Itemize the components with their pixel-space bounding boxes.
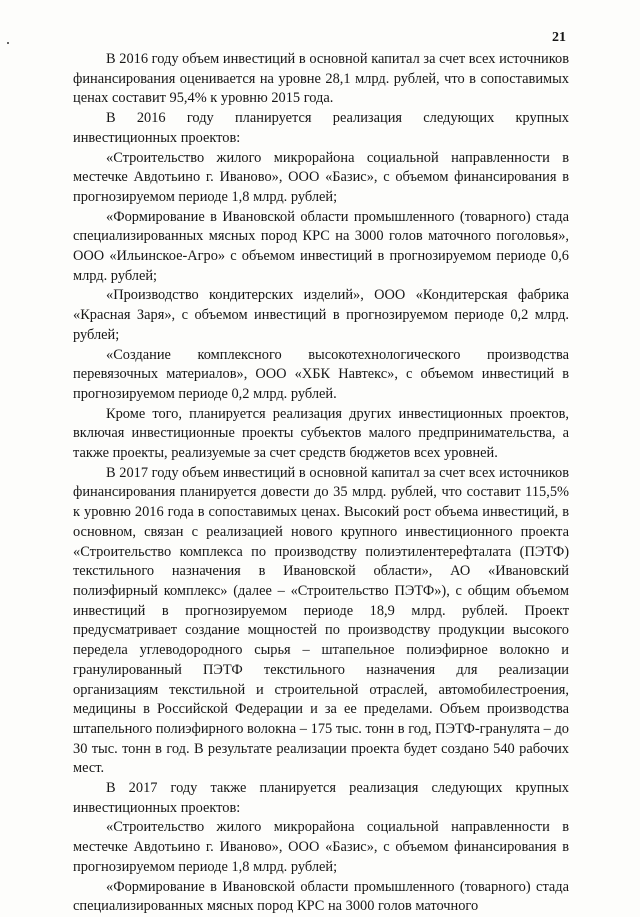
page-number: 21 (552, 30, 566, 45)
paragraph-project-navtex: «Создание комплексного высокотехнологического производства перевязочных материалов», ООО «ХБК Навтекс», с объемом инвестиций в прогнозируемом периоде 0,2 млрд. рублей. (73, 346, 569, 402)
paragraph-project-basis-2016: «Строительство жилого микрорайона социальной направленности в местечке Авдотьино г. Иваново», ООО «Базис», с объемом финансирования в прогнозируемом периоде 1,8 млрд. рублей; (73, 149, 569, 205)
paragraph-project-cattle-2017: «Формирование в Ивановской области промышленного (товарного) стада специализированных мясных пород КРС на 3000 голов маточного (73, 878, 569, 915)
paragraph-other-projects: Кроме того, планируется реализация других инвестиционных проектов, включая инвестиционные проекты субъектов малого предпринимательства, а также проекты, реализуемые за счет средств бюджетов всех уровней. (73, 405, 569, 462)
paragraph-projects-2017-intro: В 2017 году также планируется реализация следующих крупных инвестиционных проектов: (73, 780, 569, 816)
scan-artifact (7, 42, 9, 44)
paragraph-projects-2016-intro: В 2016 году планируется реализация следующих крупных инвестиционных проектов: (73, 110, 569, 146)
paragraph-project-krasnaya-zarya: «Производство кондитерских изделий», ООО «Кондитерская фабрика «Красная Заря», с объемом инвестиций в прогнозируемом периоде 0,2 млрд. рублей; (73, 287, 569, 343)
document-body (73, 50, 569, 917)
paragraph-project-ilinskoe-agro: «Формирование в Ивановской области промышленного (товарного) стада специализированных мясных пород КРС на 3000 голов маточного поголовья», ООО «Ильинское-Агро» с объемом инвестиций в прогнозируемом периоде 0,6 млрд. рублей; (73, 208, 569, 284)
paragraph-investment-2017: В 2017 году объем инвестиций в основной капитал за счет всех источников финансирования планируется довести до 35 млрд. рублей, что составит 115,5% к уровню 2016 года в сопоставимых ценах. Высокий рост объема инвестиций, в основном, связан с реализацией нового крупного инвестиционного проекта «Строительство комплекса по производству полиэтилентерефталата (ПЭТФ) текстильного назначения в Ивановской области», АО «Ивановский полиэфирный комплекс» (далее – «Строительство ПЭТФ»), с общим объемом инвестиций в прогнозируемом периоде 18,9 млрд. рублей. Проект предусматривает создание мощностей по производству продукции высокого передела углеводородного сырья – штапельное полиэфирное волокно и гранулированный ПЭТФ текстильного назначения для реализации организациям текстильной и строительной отраслей, автомобилестроения, медицины в Российской Федерации и за ее пределами. Объем производства штапельного полиэфирного волокна – 175 тыс. тонн в год, ПЭТФ-гранулята – до 30 тыс. тонн в год. В результате реализации проекта будет создано 540 рабочих мест. (73, 464, 569, 777)
paragraph-project-basis-2017: «Строительство жилого микрорайона социальной направленности в местечке Авдотьино г. Иваново», ООО «Базис», с объемом финансирования в прогнозируемом периоде 1,8 млрд. рублей; (73, 819, 569, 875)
paragraph-investment-2016: В 2016 году объем инвестиций в основной капитал за счет всех источников финансирования оценивается на уровне 28,1 млрд. рублей, что в сопоставимых ценах составит 95,4% к уровню 2015 года. (73, 51, 569, 107)
